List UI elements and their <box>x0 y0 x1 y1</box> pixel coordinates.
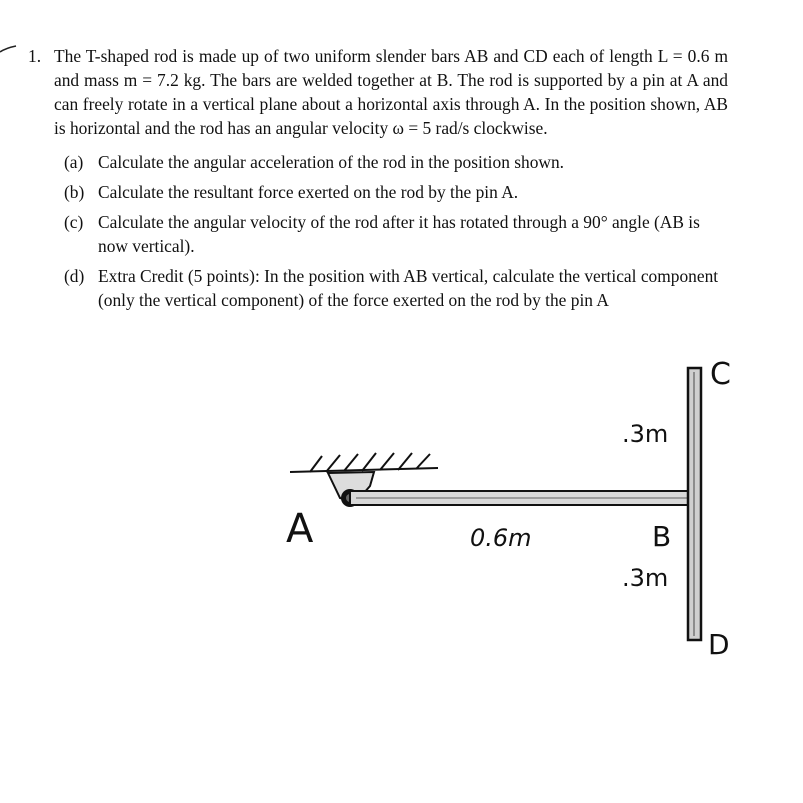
part-d <box>28 264 728 312</box>
part-b <box>28 180 728 204</box>
t-rod-figure <box>270 360 750 660</box>
label-bd-length: .3m <box>622 564 669 592</box>
problem-statement: The T-shaped rod is made up of two uniform slender bars AB and CD each of length L = 0.6 m and mass m = 7.2 kg. The bars are welded together at B. The rod is supported by a pin at A and can freely rotate in a vertical plane about a horizontal axis through A. In the position shown, AB is horizontal and the rod has an angular velocity ω = 5 rad/s clockwise. <box>54 46 728 138</box>
part-text: Calculate the angular velocity of the rod after it has rotated through a 90° angle (AB is now vertical). <box>98 212 700 256</box>
label-c: C <box>710 360 731 392</box>
part-a <box>28 150 728 174</box>
part-text: Calculate the resultant force exerted on the rod by the pin A. <box>98 182 519 202</box>
part-label: (a) <box>64 152 84 172</box>
label-b: B <box>652 520 672 553</box>
part-c <box>28 210 728 258</box>
part-label: (c) <box>64 212 84 232</box>
label-a: A <box>286 506 314 552</box>
pin-support-hatching <box>290 453 438 472</box>
part-label: (b) <box>64 182 85 202</box>
part-text: Extra Credit (5 points): In the position with AB vertical, calculate the vertical component (only the vertical component) of the force exerted on the rod by the pin A <box>98 266 719 310</box>
label-d: D <box>708 628 730 660</box>
label-ab-length: 0.6m <box>470 524 532 552</box>
problem-number: 1. <box>28 46 42 66</box>
part-label: (d) <box>64 266 85 286</box>
label-bc-length: .3m <box>622 420 669 448</box>
part-text: Calculate the angular acceleration of the rod in the position shown. <box>98 152 565 172</box>
margin-mark <box>0 42 20 72</box>
problem-1 <box>28 44 728 318</box>
problem-parts <box>28 150 728 312</box>
